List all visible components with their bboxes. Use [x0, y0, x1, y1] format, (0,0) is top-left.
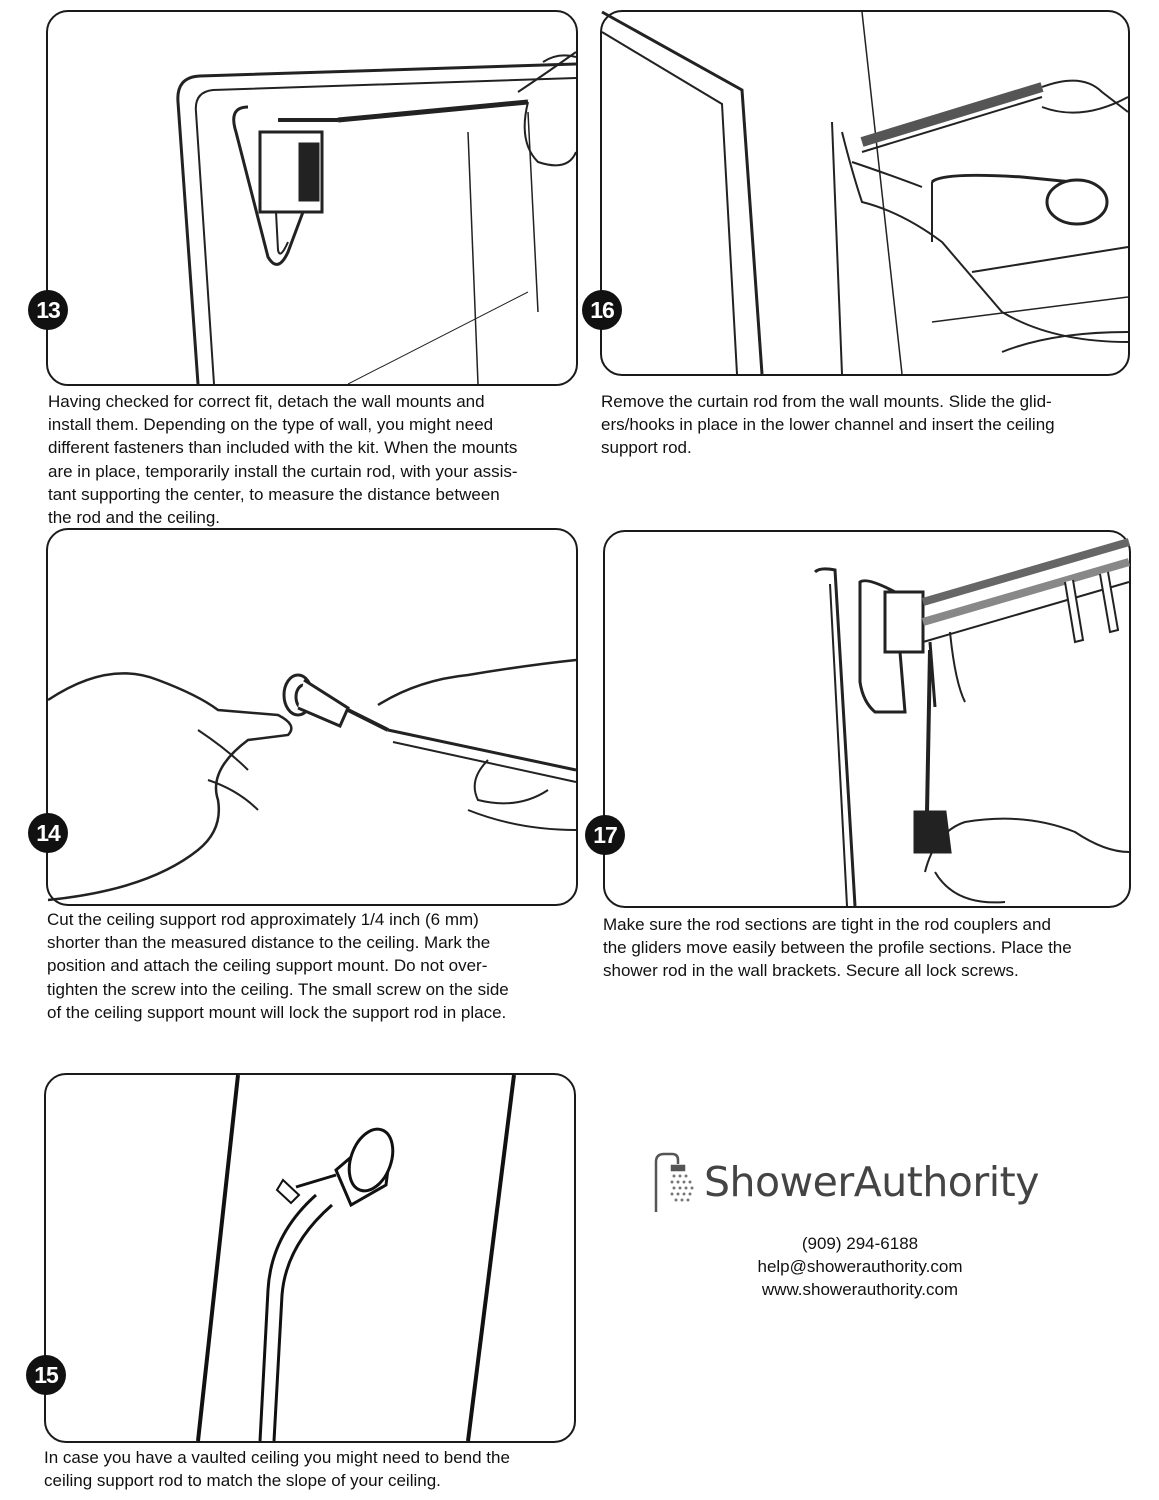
step-13-illustration: [36, 10, 578, 386]
website-link[interactable]: www.showerauthority.com: [761, 1280, 959, 1299]
ceiling-mount-assembly-drawing: [48, 530, 576, 904]
shower-head-icon: [650, 1150, 696, 1214]
step-16-caption: Remove the curtain rod from the wall mounts. Slide the glid- ers/hooks in place in the lower channel and insert the ceiling support rod.: [601, 392, 1055, 458]
step-number-badge: 13: [28, 290, 68, 330]
step-16-illustration: [590, 10, 1130, 376]
wall-mount-installation-drawing: [48, 12, 576, 384]
step-number-badge: 14: [28, 813, 68, 853]
step-15-caption: In case you have a vaulted ceiling you might need to bend the ceiling support rod to match the slope of your ceiling.: [44, 1448, 510, 1491]
secure-lock-screws-drawing: [605, 532, 1129, 906]
step-17-illustration: [593, 530, 1131, 908]
step-number-badge: 15: [26, 1355, 66, 1395]
step-14-caption: Cut the ceiling support rod approximately 1/4 inch (6 mm) shorter than the measured distance to the ceiling. Mark the position and attach the ceiling support mount. Do not over- tighten the screw into the ceiling. The small screw on the side of the ceiling support mount will lock the support rod in place.: [47, 910, 509, 1022]
step-17-caption: Make sure the rod sections are tight in the rod couplers and the gliders move easily between the profile sections. Place the shower rod in the wall brackets. Secure all lock screws.: [603, 915, 1072, 981]
slide-gliders-drawing: [602, 12, 1128, 374]
phone-number: (909) 294-6188: [801, 1234, 919, 1253]
step-number-badge: 16: [582, 290, 622, 330]
vaulted-ceiling-rod-drawing: [46, 1075, 574, 1441]
brand-name: ShowerAuthority: [704, 1158, 1039, 1206]
step-13-caption: Having checked for correct fit, detach the wall mounts and install them. Depending on the type of wall, you might need different fasteners than included with the kit. When the mounts are in place, temporarily install the curtain rod, with your assis- tant supporting the center, to measure the distance between the rod and the ceiling.: [48, 392, 518, 528]
contact-info: [700, 1232, 1020, 1301]
brand-logo: [650, 1150, 1039, 1214]
step-14-illustration: [36, 528, 578, 906]
email-link[interactable]: help@showerauthority.com: [757, 1257, 963, 1276]
step-number-badge: 17: [585, 815, 625, 855]
step-15-illustration: [34, 1073, 576, 1443]
